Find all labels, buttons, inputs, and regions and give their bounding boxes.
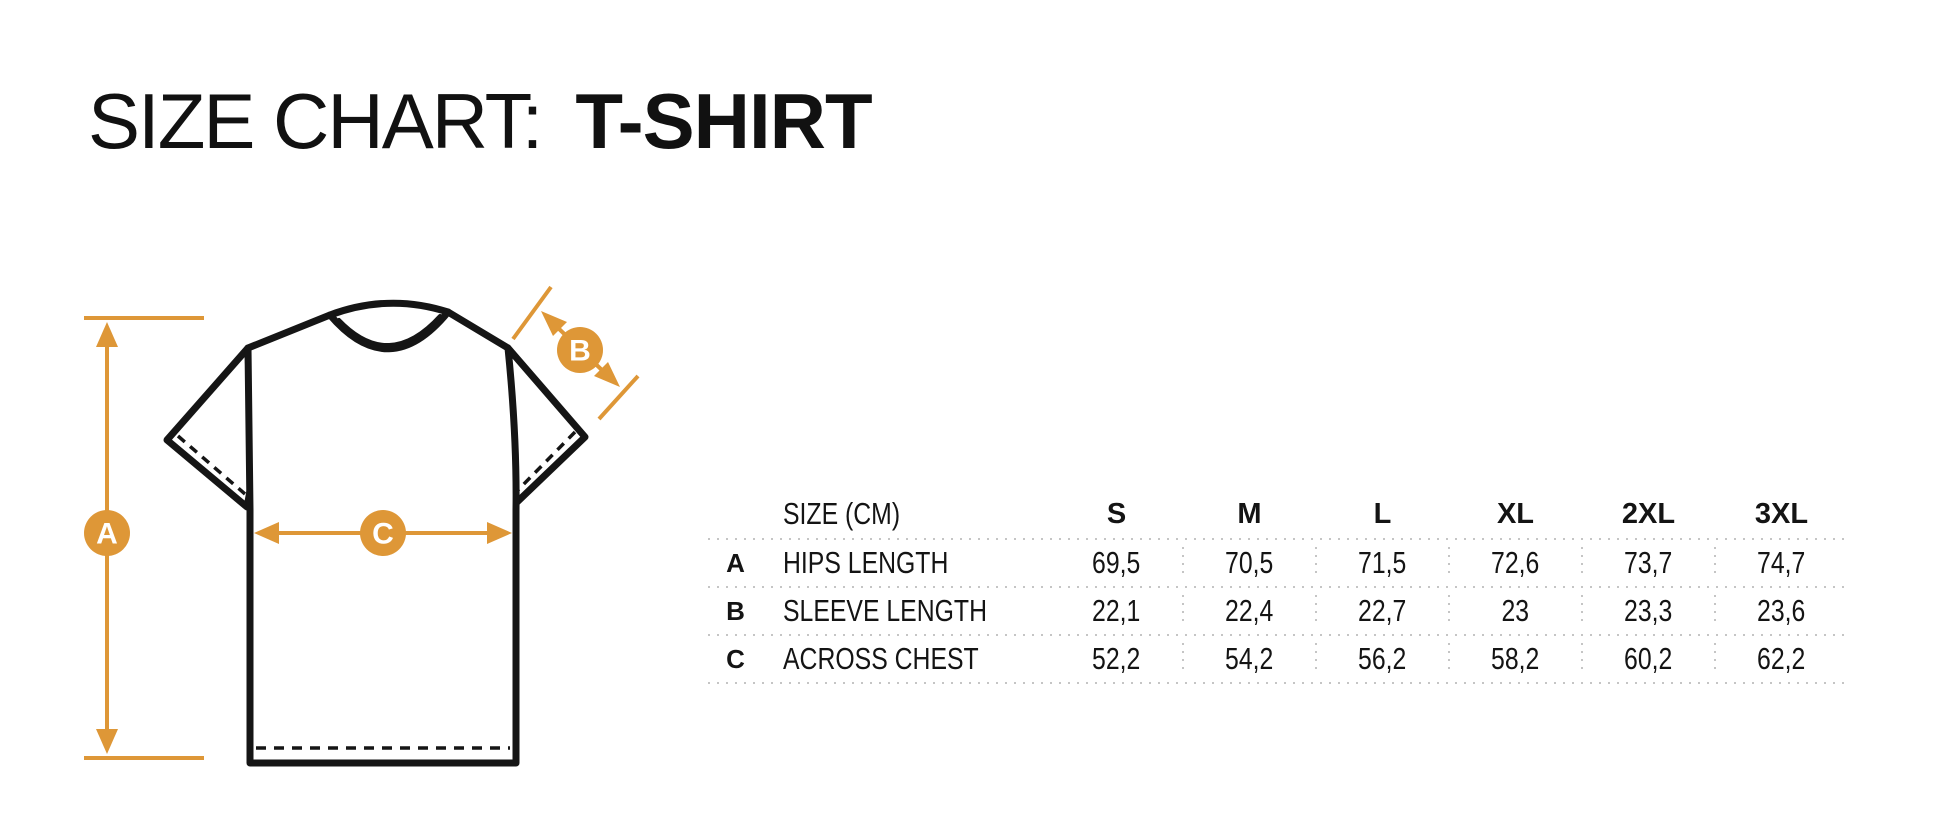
marker-c-badge — [360, 510, 406, 556]
cell-value: 60,2 — [1582, 641, 1715, 677]
cell-value: 52,2 — [1092, 641, 1141, 676]
cell-value: 72,6 — [1449, 545, 1582, 581]
col-header-2xl: 2XL — [1621, 497, 1676, 530]
row-name: HIPS LENGTH — [783, 545, 949, 580]
row-name: ACROSS CHEST — [783, 641, 979, 676]
col-header-l: L — [1373, 497, 1392, 530]
divider-line — [708, 682, 1848, 684]
cell-value: 73,7 — [1582, 545, 1715, 581]
cell-value: 58,2 — [1449, 641, 1582, 677]
page-title — [88, 77, 872, 165]
cell-value: 69,5 — [1092, 545, 1141, 580]
title-product: T-SHIRT — [575, 77, 872, 165]
row-key: C — [726, 643, 745, 674]
tshirt-measure-diagram — [60, 280, 680, 800]
col-header-3xl: 3XL — [1754, 497, 1809, 530]
cell-value: 56,2 — [1316, 641, 1449, 677]
table-header-row — [708, 490, 1848, 538]
row-key: A — [726, 547, 745, 578]
cell-value: 70,5 — [1183, 545, 1316, 581]
cell-value: 22,1 — [1092, 593, 1141, 628]
marker-c-label: C — [372, 517, 394, 551]
marker-a-label: A — [96, 517, 118, 551]
cell-value: 54,2 — [1183, 641, 1316, 677]
table-row-sleeve-length — [708, 588, 1848, 634]
row-key: B — [726, 595, 745, 626]
table-row-across-chest — [708, 636, 1848, 682]
table-row-hips-length — [708, 540, 1848, 586]
cell-value: 71,5 — [1316, 545, 1449, 581]
col-header-xl: XL — [1496, 497, 1535, 530]
size-table — [708, 490, 1848, 684]
marker-a-badge — [84, 510, 130, 556]
cell-value: 62,2 — [1715, 641, 1848, 677]
cell-value: 74,7 — [1715, 545, 1848, 581]
cell-value: 23,6 — [1715, 593, 1848, 629]
cell-value: 23,3 — [1582, 593, 1715, 629]
marker-b-label: B — [569, 334, 591, 368]
title-prefix: SIZE CHART: — [88, 77, 542, 165]
header-size-cm: SIZE (CM) — [783, 496, 901, 531]
cell-value: 22,7 — [1316, 593, 1449, 629]
row-name: SLEEVE LENGTH — [783, 593, 987, 628]
cell-value: 22,4 — [1183, 593, 1316, 629]
cell-value: 23 — [1449, 593, 1582, 629]
marker-b-badge — [557, 327, 603, 373]
col-header-m: M — [1237, 497, 1262, 530]
col-header-s: S — [1106, 497, 1127, 530]
